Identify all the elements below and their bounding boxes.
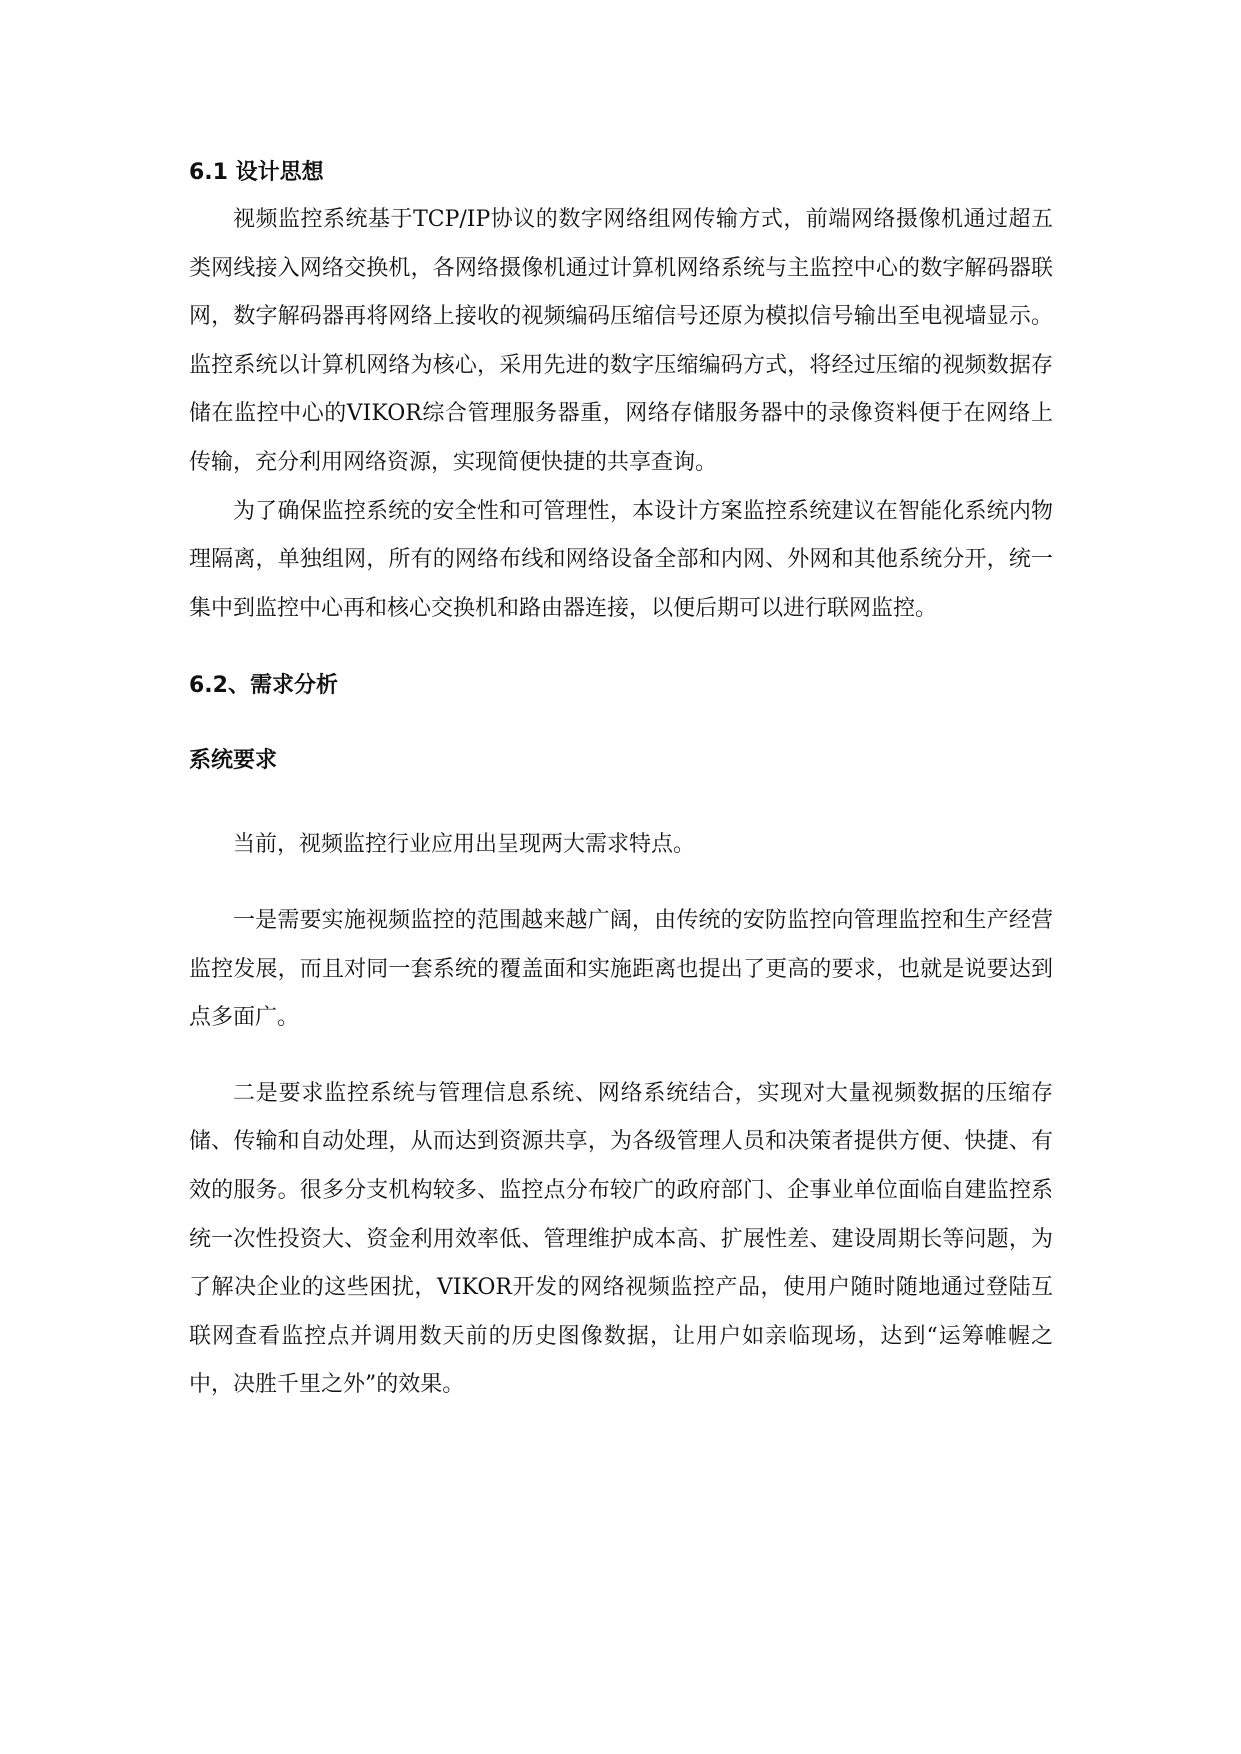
subsection-heading-system-requirements: 系统要求: [189, 748, 278, 774]
paragraph-requirement-one: 一是需要实施视频监控的范围越来越广阔，由传统的安防监控向管理监控和生产经营监控发展，而且对同一套系统的覆盖面和实施距离也提出了更高的要求，也就是说要达到点多面广。: [189, 907, 1053, 1031]
paragraph-design-overview: 视频监控系统基于TCP/IP协议的数字网络组网传输方式，前端网络摄像机通过超五类网线接入网络交换机，各网络摄像机通过计算机网络系统与主监控中心的数字解码器联网，数字解码器再将网络上接收的视频编码压缩信号还原为模拟信号输出至电视墙显示。监控系统以计算机网络为核心，采用先进的数字压缩编码方式，将经过压缩的视频数据存储在监控中心的VIKOR综合管理服务器重，网络存储服务器中的录像资料便于在网络上传输，充分利用网络资源，实现简便快捷的共享查询。: [189, 207, 1053, 475]
document-page: [189, 158, 1053, 1410]
paragraph-requirement-two: 二是要求监控系统与管理信息系统、网络系统结合，实现对大量视频数据的压缩存储、传输和自动处理，从而达到资源共享，为各级管理人员和决策者提供方便、快捷、有效的服务。很多分支机构较多、监控点分布较广的政府部门、企事业单位面临自建监控系统一次性投资大、资金利用效率低、管理维护成本高、扩展性差、建设周期长等问题，为了解决企业的这些困扰，VIKOR开发的网络视频监控产品，使用户随时随地通过登陆互联网查看监控点并调用数天前的历史图像数据，让用户如亲临现场，达到“运筹帷幄之中，决胜千里之外”的效果。: [189, 1080, 1053, 1398]
paragraph-requirements-intro: 当前，视频监控行业应用出呈现两大需求特点。: [233, 832, 696, 858]
paragraph-network-isolation: 为了确保监控系统的安全性和可管理性，本设计方案监控系统建议在智能化系统内物理隔离，单独组网，所有的网络布线和网络设备全部和内网、外网和其他系统分开，统一集中到监控中心再和核心交换机和路由器连接，以便后期可以进行联网监控。: [189, 498, 1053, 621]
section-heading-design-concept: 6.1 设计思想: [189, 160, 324, 185]
section-heading-requirements-analysis: 6.2、需求分析: [189, 673, 338, 699]
